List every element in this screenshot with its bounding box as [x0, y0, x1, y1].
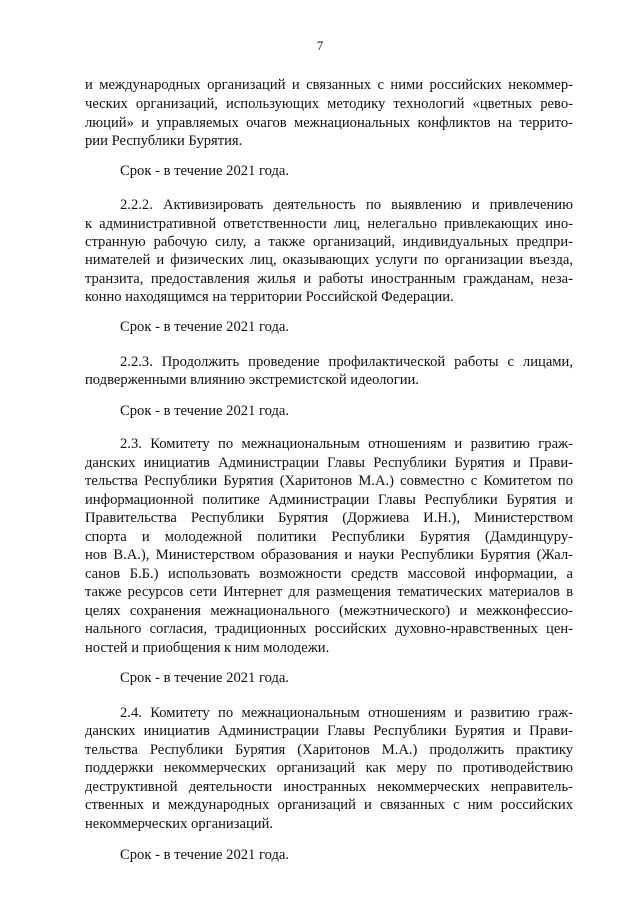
paragraph-line: транзита, предоставления жилья и работы иностранным гражданам, неза-	[85, 271, 573, 287]
paragraph-line: люций» и управляемых очагов межнациональных конфликтов на террито-	[85, 115, 573, 131]
paragraph-line: также ресурсов сети Интернет для размещения тематических материалов в	[85, 584, 573, 600]
deadline-text: Срок - в течение 2021 года.	[120, 847, 290, 863]
paragraph-line: подверженными влиянию экстремистской идеологии.	[85, 372, 419, 388]
paragraph-line: поддержки некоммерческих организаций как меру по противодействию	[85, 760, 573, 776]
paragraph-line: 2.2.2. Активизировать деятельность по выявлению и привлечению	[120, 197, 573, 213]
deadline-text: Срок - в течение 2021 года.	[120, 403, 290, 419]
deadline-text: Срок - в течение 2021 года.	[120, 319, 290, 335]
paragraph-line: нального согласия, традиционных российских духовно-нравственных цен-	[85, 621, 573, 637]
paragraph-line: информационной политике Администрации Главы Республики Бурятия и	[85, 492, 573, 508]
paragraph-line: данских инициатив Администрации Главы Республики Бурятия и Прави-	[85, 723, 573, 739]
paragraph-line: ственных и международных организаций и связанных с ним российских	[85, 797, 573, 813]
paragraph-line: 2.3. Комитету по межнациональным отношениям и развитию граж-	[120, 436, 573, 452]
paragraph-line: к административной ответственности лиц, нелегально привлекающих ино-	[85, 216, 573, 232]
paragraph-line: странную рабочую силу, а также организаций, индивидуальных предпри-	[85, 234, 573, 250]
paragraph-line: деструктивной деятельности иностранных некоммерческих неправитель-	[85, 779, 573, 795]
paragraph-line: рии Республики Бурятия.	[85, 133, 243, 149]
paragraph-line: конно находящимся на территории Российской Федерации.	[85, 289, 454, 305]
paragraph-line: данских инициатив Администрации Главы Республики Бурятия и Прави-	[85, 455, 573, 471]
paragraph-line: нов В.А.), Министерством образования и науки Республики Бурятия (Жал-	[85, 547, 573, 563]
paragraph-line: и международных организаций и связанных с ними российских некоммер-	[85, 77, 573, 93]
paragraph-line: ностей и приобщения к ним молодежи.	[85, 640, 330, 656]
paragraph-line: спорта и молодежной политики Республики Бурятия (Дамдинцуру-	[85, 529, 573, 545]
paragraph-line: Правительства Республики Бурятия (Доржиева И.Н.), Министерством	[85, 510, 573, 526]
paragraph-line: некоммерческих организаций.	[85, 816, 274, 832]
paragraph-line: тельства Республики Бурятия (Харитонов М.А.) продолжить практику	[85, 742, 573, 758]
paragraph-line: тельства Республики Бурятия (Харитонов М.А.) совместно с Комитетом по	[85, 473, 573, 489]
paragraph-line: целях сохранения межнационального (межэтнического) и межконфессио-	[85, 603, 573, 619]
paragraph-line: ческих организаций, использующих методику технологий «цветных рево-	[85, 96, 573, 112]
paragraph-line: 2.4. Комитету по межнациональным отношениям и развитию граж-	[120, 705, 573, 721]
page-number: 7	[316, 38, 324, 53]
paragraph-line: санов Б.Б.) использовать возможности средств массовой информации, а	[85, 566, 573, 582]
paragraph-line: 2.2.3. Продолжить проведение профилактической работы с лицами,	[120, 354, 573, 370]
paragraph-line: нимателей и физических лиц, оказывающих услуги по организации въезда,	[85, 252, 573, 268]
deadline-text: Срок - в течение 2021 года.	[120, 670, 290, 686]
deadline-text: Срок - в течение 2021 года.	[120, 163, 290, 179]
